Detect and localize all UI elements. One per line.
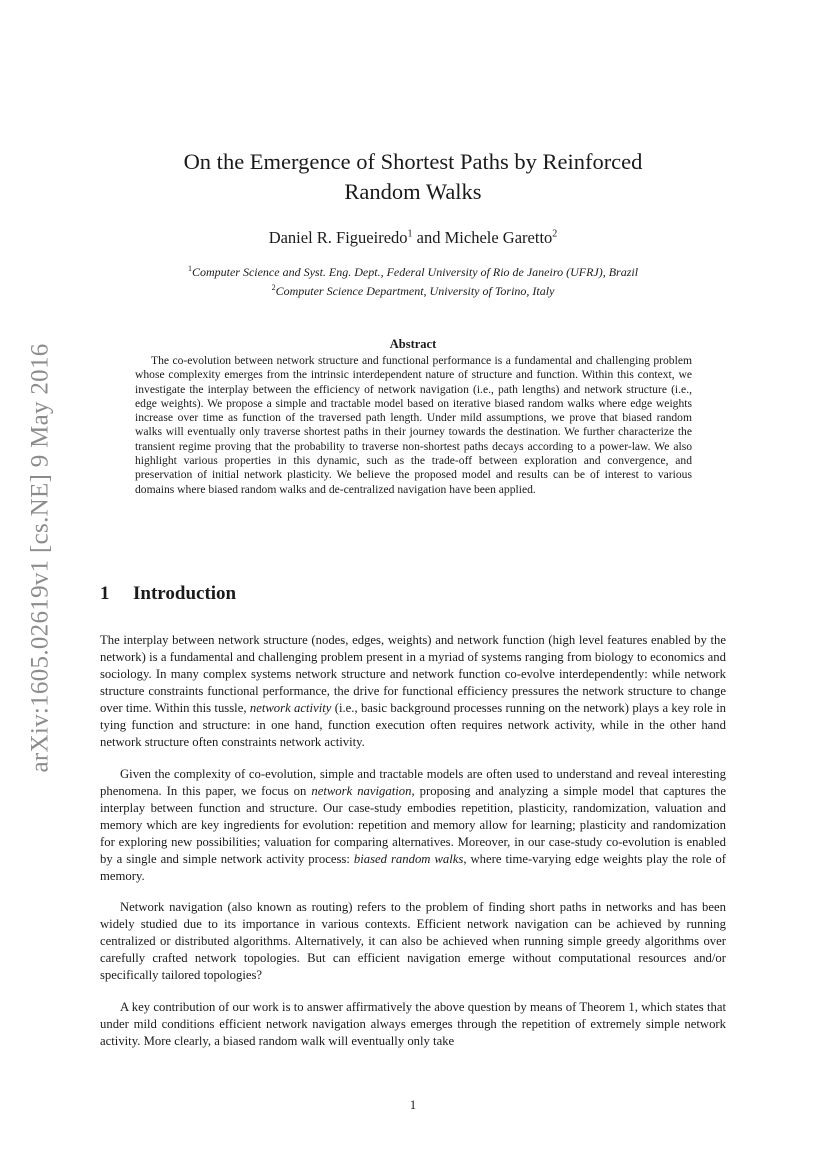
- paragraph-text: (i.e., basic background processes running on the network) plays a key role in tying function and structure: in one hand, function execution often requires network activity, while in the other hand network structure often constraints network activity.: [100, 701, 726, 749]
- emphasis-term: network navigation: [311, 783, 412, 798]
- affiliation-mark: 2: [552, 228, 558, 240]
- emphasis-term: biased random walks: [353, 851, 464, 866]
- author-list: [100, 228, 726, 248]
- section-heading: [100, 583, 726, 605]
- title-line-1: On the Emergence of Shortest Paths by Reinforced: [183, 149, 643, 174]
- paragraph: Network navigation (also known as routing) refers to the problem of finding short paths in networks and has been widely studied due to its importance in various contexts. Efficient network navigation can be achieved by running centralized or distributed algorithms. Alternatively, it can also be achieved when running simple greedy algorithms over carefully crafted network topologies. But can efficient navigation emerge without computational resources and/or specifically tailored topologies?: [100, 900, 726, 982]
- affiliation-line: [100, 280, 726, 299]
- affiliation-text: Computer Science and Syst. Eng. Dept., Federal University of Rio de Janeiro (UFRJ), Brazil: [191, 265, 639, 279]
- paragraph-text: , where time-varying edge weights play the role of memory.: [100, 851, 727, 883]
- affiliation-text: Computer Science Department, University of Torino, Italy: [275, 284, 555, 298]
- author-connector: and: [412, 228, 445, 247]
- arxiv-identifier-text: arXiv:1605.02619v1 [cs.NE] 9 May 2016: [27, 343, 54, 773]
- abstract-text: The co-evolution between network structure and functional performance is a fundamental and challenging problem whose complexity emerges from the intrinsic interdependent nature of structure and function. Within this context, we investigate the interplay between the efficiency of network navigation (i.e., path lengths) and network structure (i.e., edge weights). We propose a simple and tractable model based on iterative biased random walks where edge weights increase over time as function of the traversed path length. Under mild assumptions, we prove that biased random walks will eventually only traverse shortest paths in their journey towards the destination. We further characterize the transient regime proving that the probability to traverse non-shortest paths decays according to a power-law. We also highlight various properties in this dynamic, such as the trade-off between exploration and convergence, and preservation of initial network plasticity. We believe the proposed model and results can be of interest to various domains where biased random walks and de-centralized navigation have been applied.: [135, 354, 692, 496]
- emphasis-term: network activity: [249, 701, 332, 715]
- paragraph-text: The interplay between network structure (nodes, edges, weights) and network function (high level features enabled by the network) is a fundamental and challenging problem present in a myriad of systems ranging from biology to economics and sociology. In many complex systems network structure and network function co-evolve interdependently: while network structure constraints functional performance, the drive for functional efficiency pressures the network structure to change over time. Within this tussle,: [100, 633, 726, 715]
- paragraph-text: Given the complexity of co-evolution, simple and tractable models are often used to understand and reveal interesting phenomena. In this paper, we focus on: [100, 766, 726, 798]
- title-line-2: Random Walks: [344, 179, 482, 204]
- arxiv-identifier-stamp: [19, 328, 63, 788]
- affiliation-mark: 1: [187, 264, 192, 273]
- section-number: 1: [100, 583, 110, 604]
- affiliation-mark: 2: [271, 283, 276, 292]
- abstract-heading: Abstract: [389, 337, 437, 351]
- paragraph: A key contribution of our work is to answer affirmatively the above question by means of Theorem 1, which states that under mild conditions efficient network navigation always emerges through the repetition of extremely simple network activity. More clearly, a biased random walk will eventually only take: [100, 999, 726, 1048]
- affiliations: [100, 261, 726, 299]
- affiliation-mark: 1: [407, 228, 413, 240]
- paper-title: [100, 147, 726, 207]
- paragraph-text: , proposing and analyzing a simple model that captures the interplay between function and structure. Our case-study embodies repetition, plasticity, randomization, valuation and memory which are key ingredients for evolution: repetition and memory allow for learning; plasticity and randomization for exploring new possibilities; valuation for comparing alternatives. Moreover, in our case-study co-evolution is enabled by a single and simple network activity process:: [100, 783, 727, 866]
- author-name: Daniel R. Figueiredo: [268, 228, 408, 247]
- paragraph: [100, 766, 726, 885]
- introduction-body: [100, 632, 726, 1064]
- author-name: Michele Garetto: [444, 228, 553, 247]
- page-number: 1: [409, 1098, 417, 1112]
- section-title: Introduction: [133, 583, 237, 604]
- paragraph: [100, 632, 726, 751]
- affiliation-line: [100, 261, 726, 280]
